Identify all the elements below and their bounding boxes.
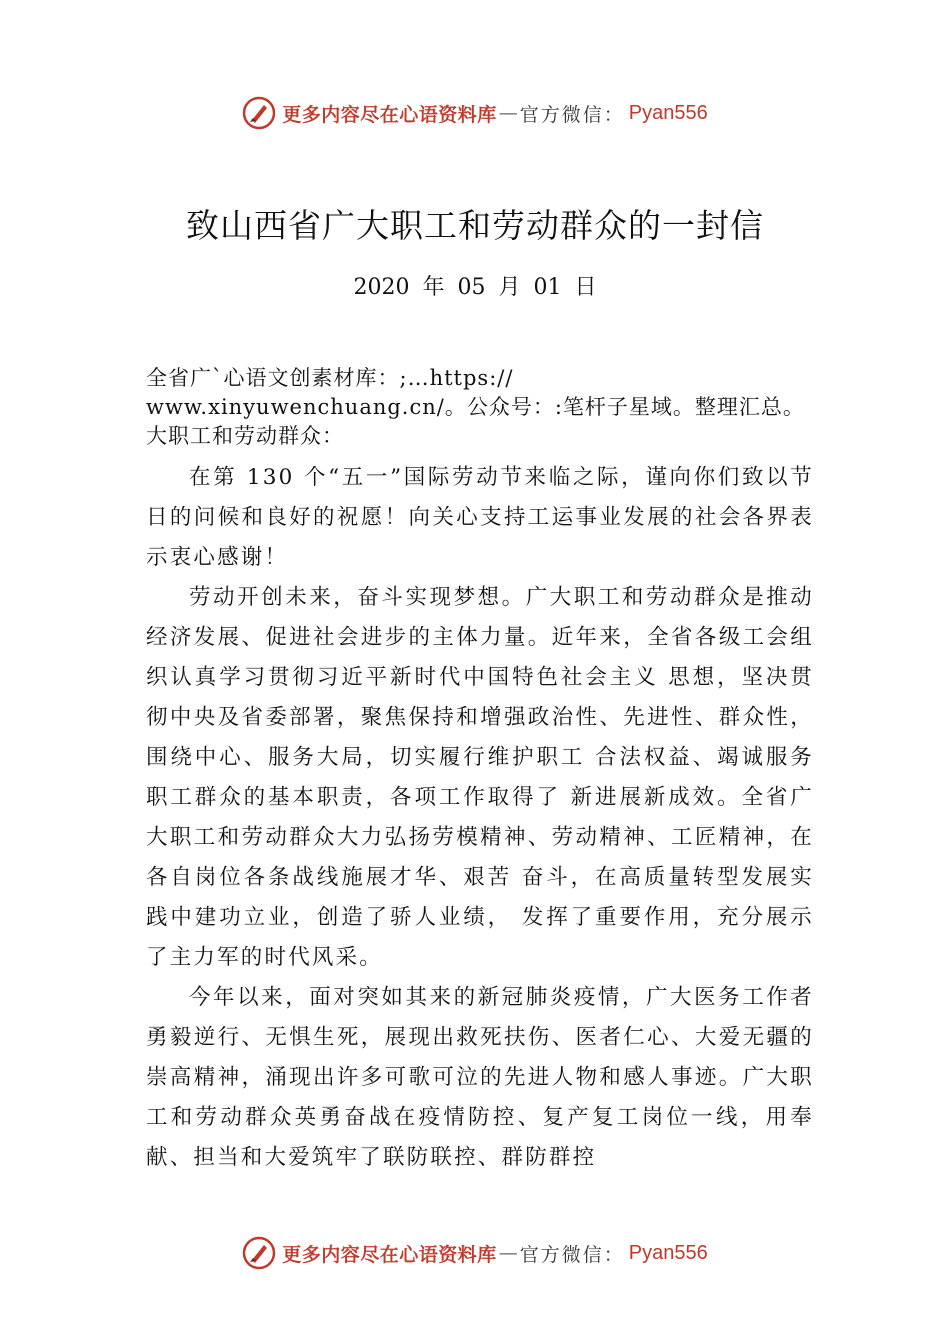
footer-banner (0, 1233, 950, 1273)
banner-wechat-id: Pyan556 (628, 101, 708, 124)
body-paragraph: 在第 130 个“五一”国际劳动节来临之际，谨向你们致以节日的问候和良好的祝愿！向关心支持工运事业发展的社会各界表示衷心感谢！ (146, 465, 814, 570)
banner-wechat-label: 官方微信： (519, 103, 625, 126)
salutation-block (146, 364, 866, 451)
intro-line: 大职工和劳动群众： (146, 424, 344, 448)
banner-wechat-id: Pyan556 (628, 1241, 708, 1264)
banner-separator: — (498, 102, 518, 124)
banner-brand: 更多内容尽在心语资料库 (282, 1243, 497, 1266)
banner-brand: 更多内容尽在心语资料库 (282, 103, 497, 126)
banner-wechat-label: 官方微信： (519, 1243, 625, 1266)
banner-separator: — (498, 1242, 518, 1264)
pen-nib-seal-icon (242, 1236, 276, 1270)
pen-nib-seal-icon (242, 96, 276, 130)
document-title: 致山西省广大职工和劳动群众的一封信 (186, 206, 764, 245)
letter-body (146, 458, 814, 1178)
intro-line: 全省广`心语文创素材库：;…https:// (146, 366, 514, 390)
document-date: 2020 年 05 月 01 日 (353, 275, 597, 300)
body-paragraph: 劳动开创未来，奋斗实现梦想。广大职工和劳动群众是推动经济发展、促进社会进步的主体力量。近年来，全省各级工会组织认真学习贯彻习近平新时代中国特色社会主义 思想，坚决贯彻中央及省委部署，聚焦保持和增强政治性、先进性、群众性，围绕中心、服务大局，切实履行维护职工 合法权益、竭诚服务职工群众的基本职责，各项工作取得了 新进展新成效。全省广大职工和劳动群众大力弘扬劳模精神、劳动精神、工匠精神，在各自岗位各条战线施展才华、艰苦 奋斗，在高质量转型发展实践中建功立业，创造了骄人业绩， 发挥了重要作用，充分展示了主力军的时代风采。 (146, 585, 814, 970)
body-paragraph: 今年以来，面对突如其来的新冠肺炎疫情，广大医务工作者勇毅逆行、无惧生死，展现出救死扶伤、医者仁心、大爱无疆的崇高精神，涌现出许多可歌可泣的先进人物和感人事迹。广大职工和劳动群众英勇奋战在疫情防控、复产复工岗位一线，用奉献、担当和大爱筑牢了联防联控、群防群控 (146, 985, 814, 1170)
header-banner (0, 93, 950, 133)
intro-line: www.xinyuwenchuang.cn/。公众号：:笔杆子星域。整理汇总。 (146, 395, 805, 419)
